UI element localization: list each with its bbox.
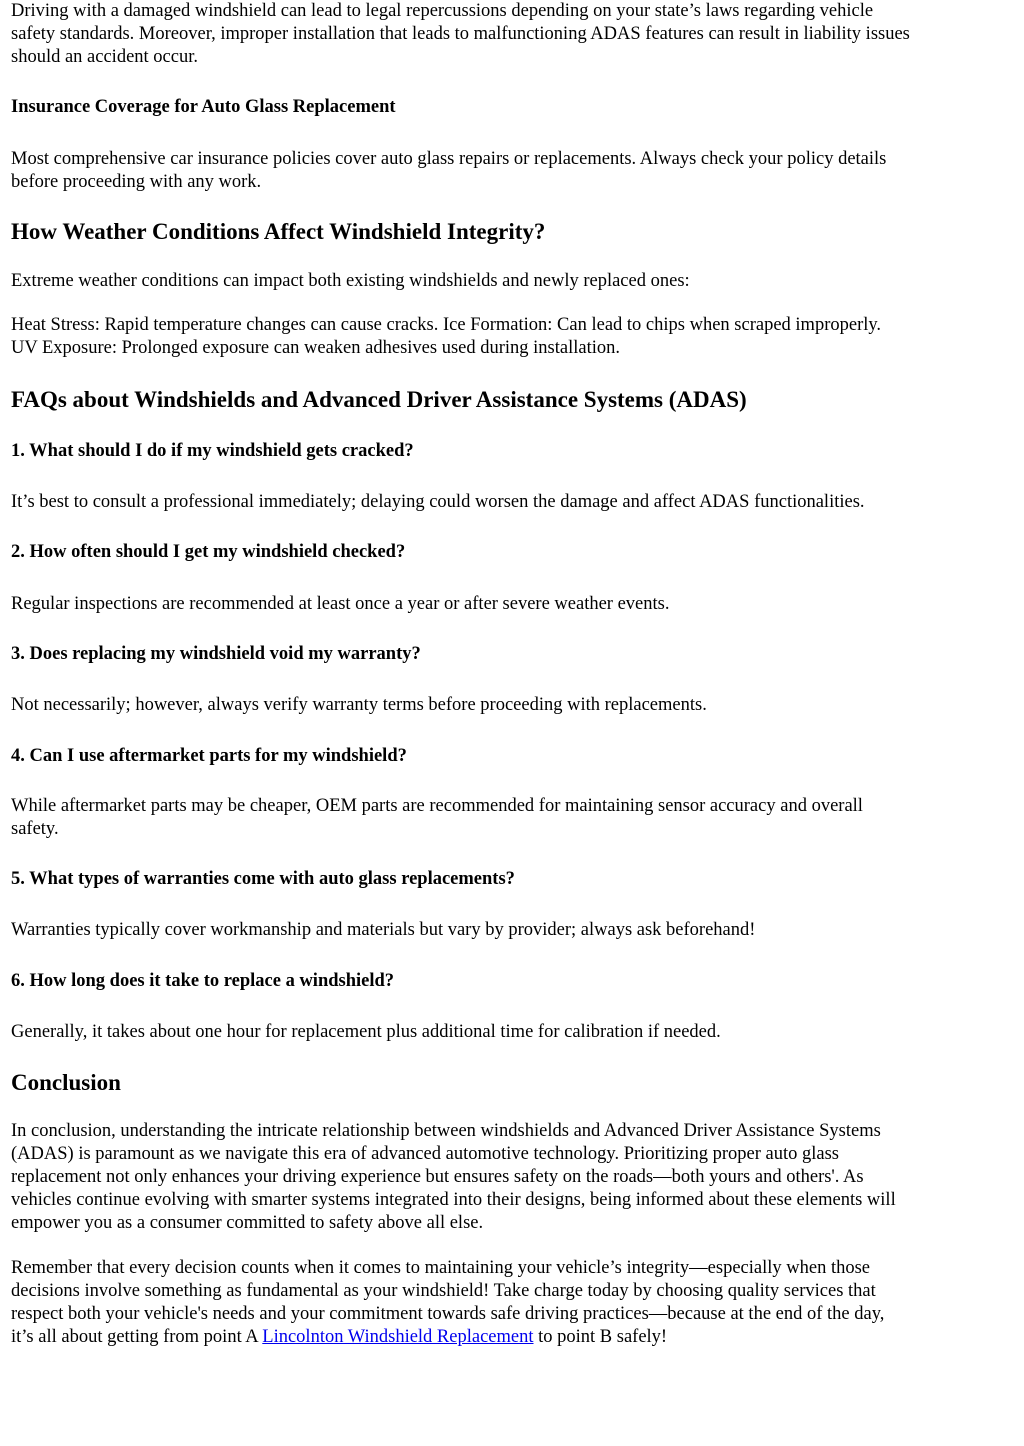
faq-question: 3. Does replacing my windshield void my warranty? — [11, 644, 421, 664]
conclusion-line: empower you as a consumer committed to safety above all else. — [11, 1213, 484, 1233]
weather-heading: How Weather Conditions Affect Windshield Integrity? — [11, 219, 546, 244]
faqs-heading: FAQs about Windshields and Advanced Driver Assistance Systems (ADAS) — [11, 387, 747, 412]
conclusion-line: vehicles continue evolving with smarter systems integrated into their designs, being informed about these elements will — [11, 1190, 896, 1210]
closing-line: Remember that every decision counts when it comes to maintaining your vehicle’s integrity—especially when those — [11, 1258, 870, 1278]
faq-answer: Regular inspections are recommended at least once a year or after severe weather events. — [11, 594, 670, 614]
lincolnton-windshield-replacement-link[interactable]: Lincolnton Windshield Replacement — [262, 1327, 534, 1347]
weather-effects-line: UV Exposure: Prolonged exposure can weaken adhesives used during installation. — [11, 338, 620, 358]
intro-line: should an accident occur. — [11, 47, 198, 67]
faq-answer: Generally, it takes about one hour for replacement plus additional time for calibration if needed. — [11, 1022, 721, 1042]
closing-paragraph — [11, 1257, 884, 1349]
faq-question: 2. How often should I get my windshield checked? — [11, 542, 406, 562]
insurance-line: Most comprehensive car insurance policies cover auto glass repairs or replacements. Always check your policy details — [11, 149, 887, 169]
faq-answer-line: While aftermarket parts may be cheaper, OEM parts are recommended for maintaining sensor accuracy and overall — [11, 796, 863, 816]
faq-question: 6. How long does it take to replace a windshield? — [11, 971, 395, 991]
insurance-heading: Insurance Coverage for Auto Glass Replacement — [11, 97, 396, 117]
closing-line-start: it’s all about getting from point A — [11, 1327, 263, 1347]
conclusion-heading: Conclusion — [11, 1070, 121, 1095]
conclusion-line: (ADAS) is paramount as we navigate this era of advanced automotive technology. Prioritizing proper auto glass — [11, 1144, 839, 1164]
closing-line: respect both your vehicle's needs and your commitment towards safe driving practices—because at the end of the day, — [11, 1304, 885, 1324]
faq-question: 4. Can I use aftermarket parts for my windshield? — [11, 746, 407, 766]
intro-line: safety standards. Moreover, improper installation that leads to malfunctioning ADAS features can result in liability issues — [11, 24, 910, 44]
faq-answer — [11, 795, 863, 841]
conclusion-line: replacement not only enhances your driving experience but ensures safety on the roads—both yours and others'. As — [11, 1167, 864, 1187]
faq-question: 1. What should I do if my windshield gets cracked? — [11, 441, 414, 461]
weather-effects-list — [11, 314, 881, 360]
closing-line: decisions involve something as fundamental as your windshield! Take charge today by choosing quality services that — [11, 1281, 876, 1301]
intro-paragraph — [11, 0, 910, 69]
faq-question: 5. What types of warranties come with auto glass replacements? — [11, 869, 515, 889]
faq-answer: Not necessarily; however, always verify warranty terms before proceeding with replacements. — [11, 695, 707, 715]
conclusion-line: In conclusion, understanding the intricate relationship between windshields and Advanced Driver Assistance Systems — [11, 1121, 881, 1141]
faq-answer-line: safety. — [11, 819, 59, 839]
conclusion-paragraph — [11, 1120, 896, 1235]
weather-intro: Extreme weather conditions can impact both existing windshields and newly replaced ones: — [11, 271, 690, 291]
insurance-line: before proceeding with any work. — [11, 172, 262, 192]
weather-effects-line: Heat Stress: Rapid temperature changes can cause cracks. Ice Formation: Can lead to chips when scraped improperly. — [11, 315, 882, 335]
intro-line: Driving with a damaged windshield can lead to legal repercussions depending on your state’s laws regarding vehicle — [11, 1, 874, 21]
faq-answer: It’s best to consult a professional immediately; delaying could worsen the damage and affect ADAS functionalities. — [11, 492, 865, 512]
closing-line-end: to point B safely! — [533, 1327, 668, 1347]
insurance-paragraph — [11, 148, 886, 194]
faq-answer: Warranties typically cover workmanship and materials but vary by provider; always ask beforehand! — [11, 920, 756, 940]
